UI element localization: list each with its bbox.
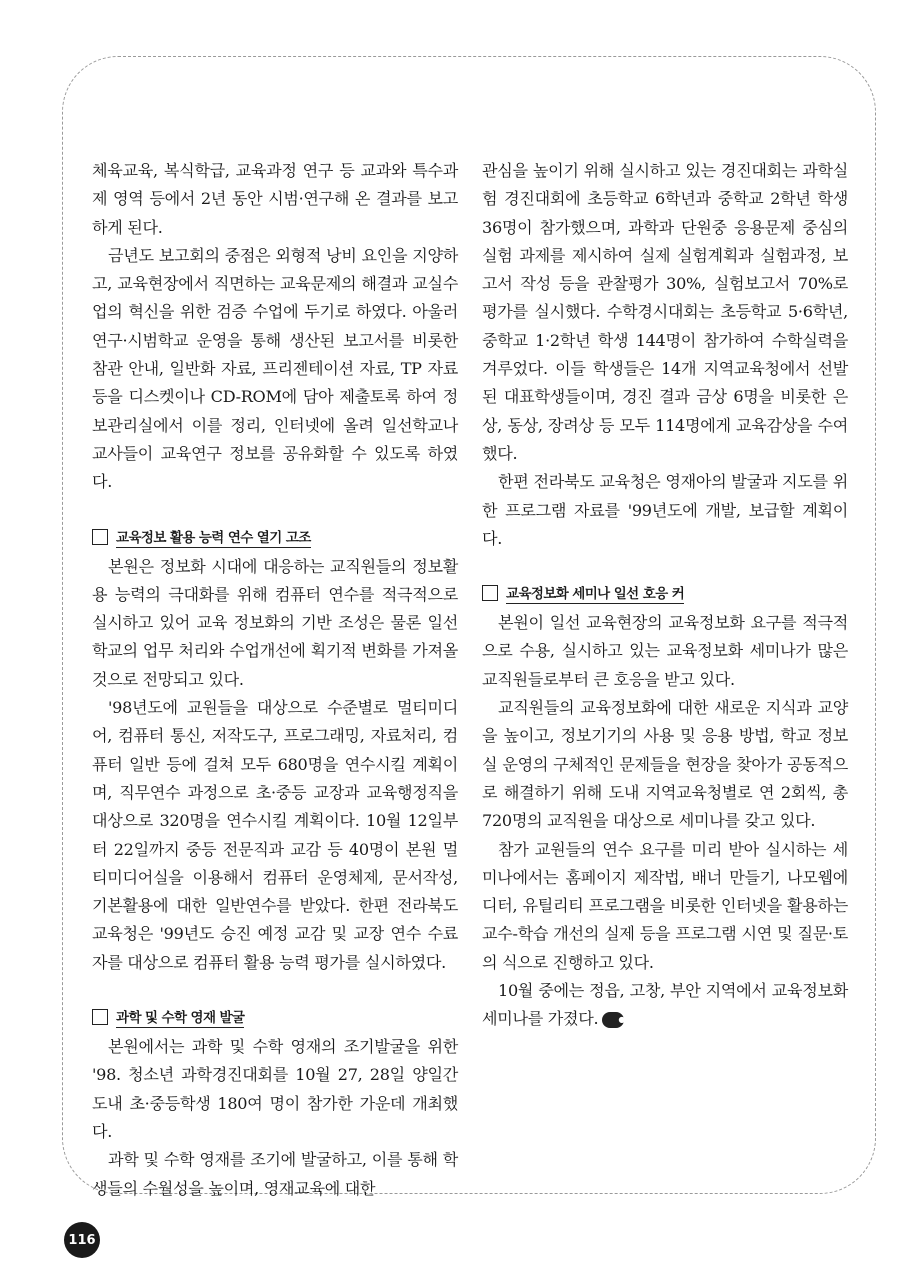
paragraph: 교직원들의 교육정보화에 대한 새로운 지식과 교양을 높이고, 정보기기의 사용 및 응용 방법, 학교 정보실 운영의 구체적인 문제들을 현장을 찾아가 공동적으로 해결하기 위해 도내 지역교육청별로 연 2회씩, 총 720명의 교직원을 대상으로 세미나를 갖고 있다.	[482, 698, 848, 831]
section-title: 교육정보 활용 능력 연수 열기 고조	[116, 526, 311, 548]
paragraph: 한편 전라북도 교육청은 영재아의 발굴과 지도를 위한 프로그램 자료를 '99년도에 개발, 보급할 계획이다.	[482, 472, 848, 548]
paragraph: 본원이 일선 교육현장의 교육정보화 요구를 적극적으로 수용, 실시하고 있는 교육정보화 세미나가 많은 교직원들로부터 큰 호응을 받고 있다.	[482, 613, 848, 689]
paragraph: '98년도에 교원들을 대상으로 수준별로 멀티미디어, 컴퓨터 통신, 저작도구, 프로그래밍, 자료처리, 컴퓨터 일반 등에 걸쳐 모두 680명을 연수시킬 계획이며, 직무연수 과정으로 초·중등 교장과 교육행정직을 대상으로 320명을 연수시킬 계획이다. 10월 12일부터 22일까지 중등 전문직과 교감 등 40명이 본원 멀티미디어실을 이용해서 컴퓨터 운영체제, 문서작성, 기본활용에 대한 일반연수를 받았다. 한편 전라북도 교육청은 '99년도 승진 예정 교감 및 교장 연수 수료자를 대상으로 컴퓨터 활용 능력 평가를 실시하였다.	[92, 698, 458, 972]
left-column	[92, 157, 458, 1203]
section-title: 과학 및 수학 영재 발굴	[116, 1006, 244, 1028]
section-heading	[92, 521, 458, 553]
paragraph: 참가 교원들의 연수 요구를 미리 받아 실시하는 세미나에서는 홈페이지 제작법, 배너 만들기, 나모웹에디터, 유틸리티 프로그램을 비롯한 인터넷을 활용하는 교수-학습 개선의 실제 등을 프로그램 시연 및 질문·토의 식으로 진행하고 있다.	[482, 839, 848, 972]
end-mark-icon: ●●	[602, 1012, 624, 1028]
paragraph: 체육교육, 복식학급, 교육과정 연구 등 교과와 특수과제 영역 등에서 2년 동안 시범·연구해 온 결과를 보고하게 된다.	[92, 161, 458, 237]
page-number-badge: 116	[64, 1222, 100, 1258]
right-column	[482, 157, 848, 1034]
section-heading	[92, 1001, 458, 1033]
section-title: 교육정보화 세미나 일선 호응 커	[506, 582, 684, 604]
paragraph-text: 10월 중에는 정읍, 고창, 부안 지역에서 교육정보화 세미나를 가졌다.	[482, 981, 848, 1029]
checkbox-square-icon	[482, 585, 498, 601]
checkbox-square-icon	[92, 1009, 108, 1025]
paragraph: 과학 및 수학 영재를 조기에 발굴하고, 이를 통해 학생들의 수월성을 높이며, 영재교육에 대한	[92, 1150, 458, 1198]
section-heading	[482, 577, 848, 609]
paragraph: 본원은 정보화 시대에 대응하는 교직원들의 정보활용 능력의 극대화를 위해 컴퓨터 연수를 적극적으로 실시하고 있어 교육 정보화의 기반 조성은 물론 일선학교의 업무 처리와 수업개선에 획기적 변화를 가져올 것으로 전망되고 있다.	[92, 556, 458, 689]
paragraph: 금년도 보고회의 중점은 외형적 낭비 요인을 지양하고, 교육현장에서 직면하는 교육문제의 해결과 교실수업의 혁신을 위한 검증 수업에 두기로 하였다. 아울러 연구·시범학교 운영을 통해 생산된 보고서를 비롯한 참관 안내, 일반화 자료, 프리젠테이션 자료, TP 자료 등을 디스켓이나 CD-ROM에 담아 제출토록 하여 정보관리실에서 이를 정리, 인터넷에 올려 일선학교나 교사들이 교육연구 정보를 공유화할 수 있도록 하였다.	[92, 245, 458, 492]
paragraph: 본원에서는 과학 및 수학 영재의 조기발굴을 위한 '98. 청소년 과학경진대회를 10월 27, 28일 양일간 도내 초·중등학생 180여 명이 참가한 가운데 개최했다.	[92, 1037, 458, 1141]
paragraph: 관심을 높이기 위해 실시하고 있는 경진대회는 과학실험 경진대회에 초등학교 6학년과 중학교 2학년 학생 36명이 참가했으며, 과학과 단원중 응용문제 중심의 실험 과제를 제시하여 실제 실험계획과 실험과정, 보고서 작성 등을 관찰평가 30%, 실험보고서 70%로 평가를 실시했다. 수학경시대회는 초등학교 5·6학년, 중학교 1·2학년 학생 144명이 참가하여 수학실력을 겨루었다. 이들 학생들은 14개 지역교육청에서 선발된 대표학생들이며, 경진 결과 금상 6명을 비롯한 은상, 동상, 장려상 등 모두 114명에게 교육감상을 수여했다.	[482, 161, 848, 463]
paragraph	[482, 977, 848, 1034]
checkbox-square-icon	[92, 529, 108, 545]
